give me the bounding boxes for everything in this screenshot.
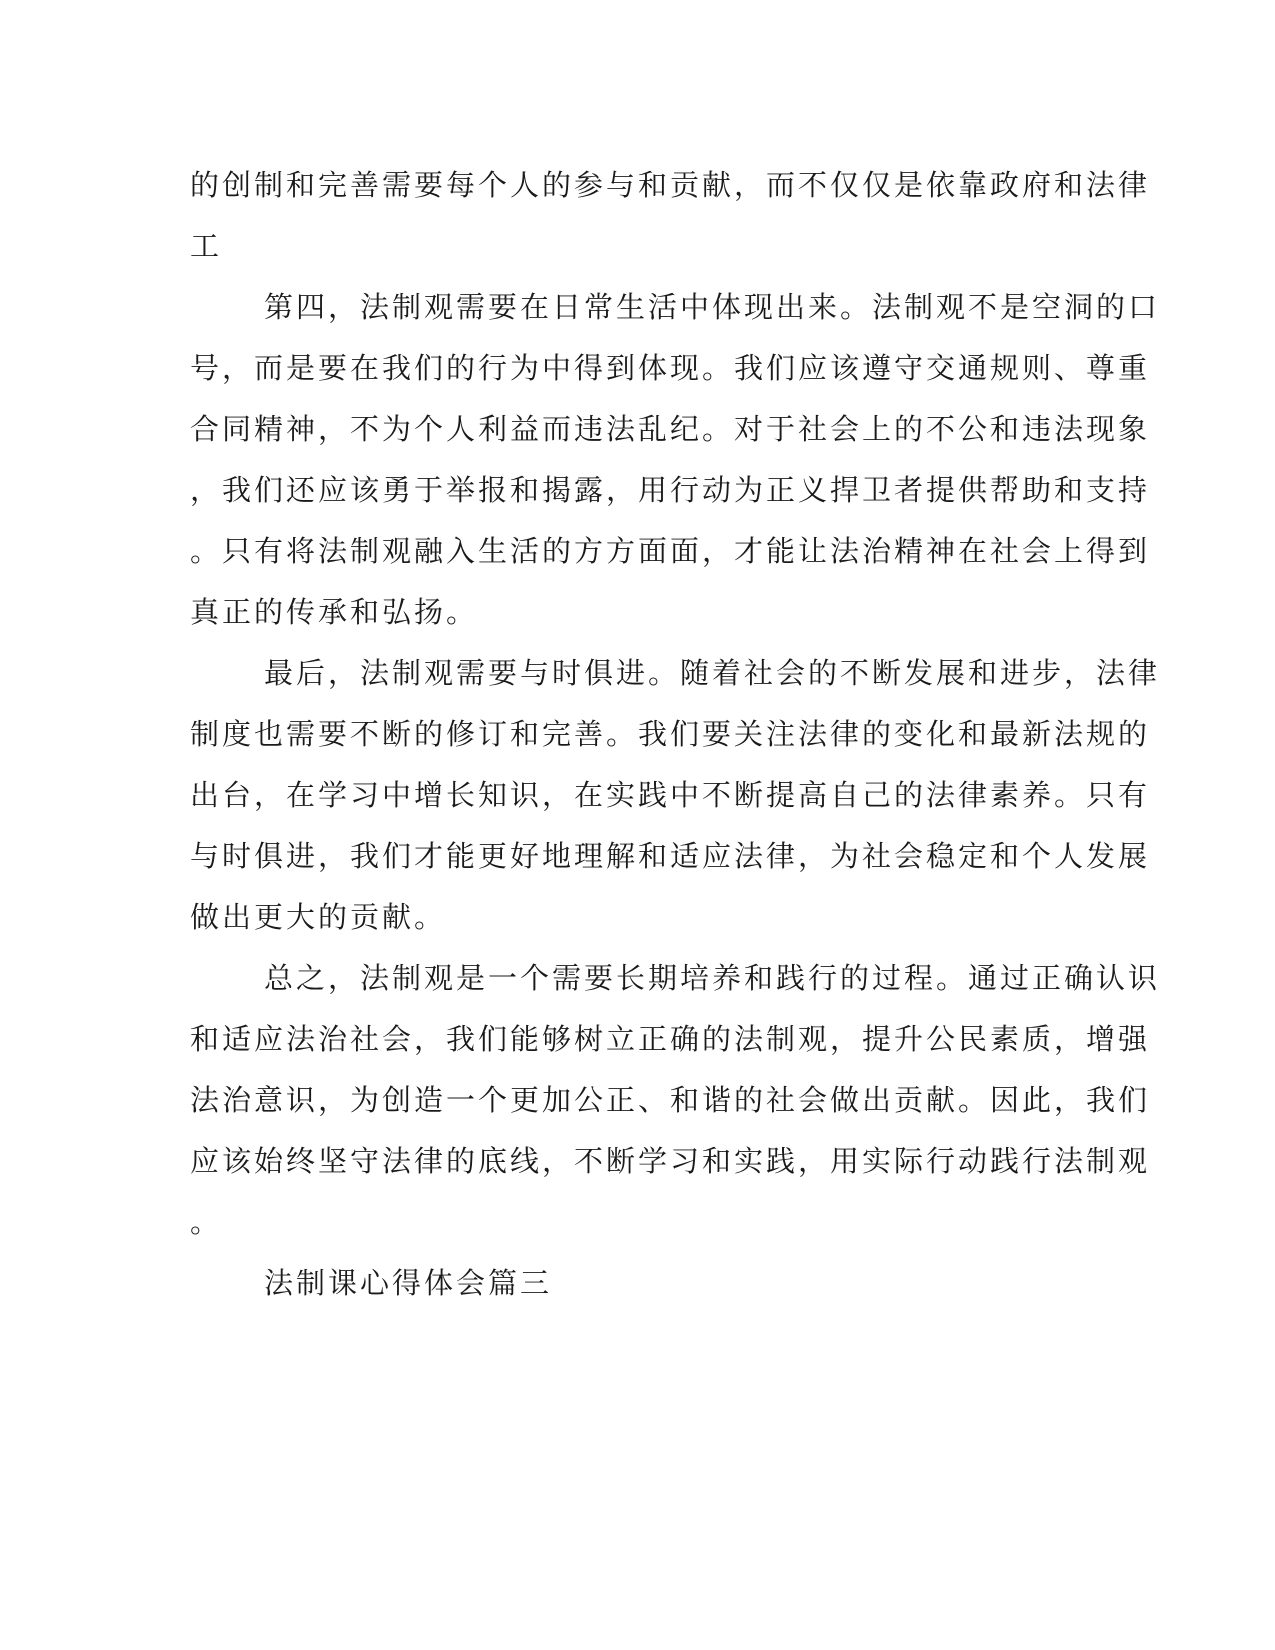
paragraph-first-line: 第四，法制观需要在日常生活中体现出来。法制观不是空洞的口 (264, 290, 1161, 324)
text-line: 。只有将法制观融入生活的方方面面，才能让法治精神在社会上得到 (190, 534, 1151, 568)
text-line: 合同精神，不为个人利益而违法乱纪。对于社会上的不公和违法现象 (190, 412, 1151, 446)
text-line: 工 (190, 229, 223, 263)
text-line: 真正的传承和弘扬。 (190, 595, 479, 629)
text-line: 与时俱进，我们才能更好地理解和适应法律，为社会稳定和个人发展 (190, 839, 1151, 873)
text-line: 出台，在学习中增长知识，在实践中不断提高自己的法律素养。只有 (190, 778, 1151, 812)
text-line: 应该始终坚守法律的底线，不断学习和实践，用实际行动践行法制观 (190, 1144, 1151, 1178)
section-heading: 法制课心得体会篇三 (264, 1266, 553, 1300)
paragraph-first-line: 总之，法制观是一个需要长期培养和践行的过程。通过正确认识 (264, 961, 1161, 995)
text-line: 做出更大的贡献。 (190, 900, 447, 934)
text-line: 和适应法治社会，我们能够树立正确的法制观，提升公民素质，增强 (190, 1022, 1151, 1056)
text-line: ，我们还应该勇于举报和揭露，用行动为正义捍卫者提供帮助和支持 (190, 473, 1151, 507)
text-line: 制度也需要不断的修订和完善。我们要关注法律的变化和最新法规的 (190, 717, 1151, 751)
text-line: 号，而是要在我们的行为中得到体现。我们应该遵守交通规则、尊重 (190, 351, 1151, 385)
text-line: 的创制和完善需要每个人的参与和贡献，而不仅仅是依靠政府和法律 (190, 168, 1151, 202)
document-body (190, 155, 1161, 1314)
text-line: 。 (190, 1205, 223, 1239)
paragraph-first-line: 最后，法制观需要与时俱进。随着社会的不断发展和进步，法律 (264, 656, 1161, 690)
text-line: 法治意识，为创造一个更加公正、和谐的社会做出贡献。因此，我们 (190, 1083, 1151, 1117)
